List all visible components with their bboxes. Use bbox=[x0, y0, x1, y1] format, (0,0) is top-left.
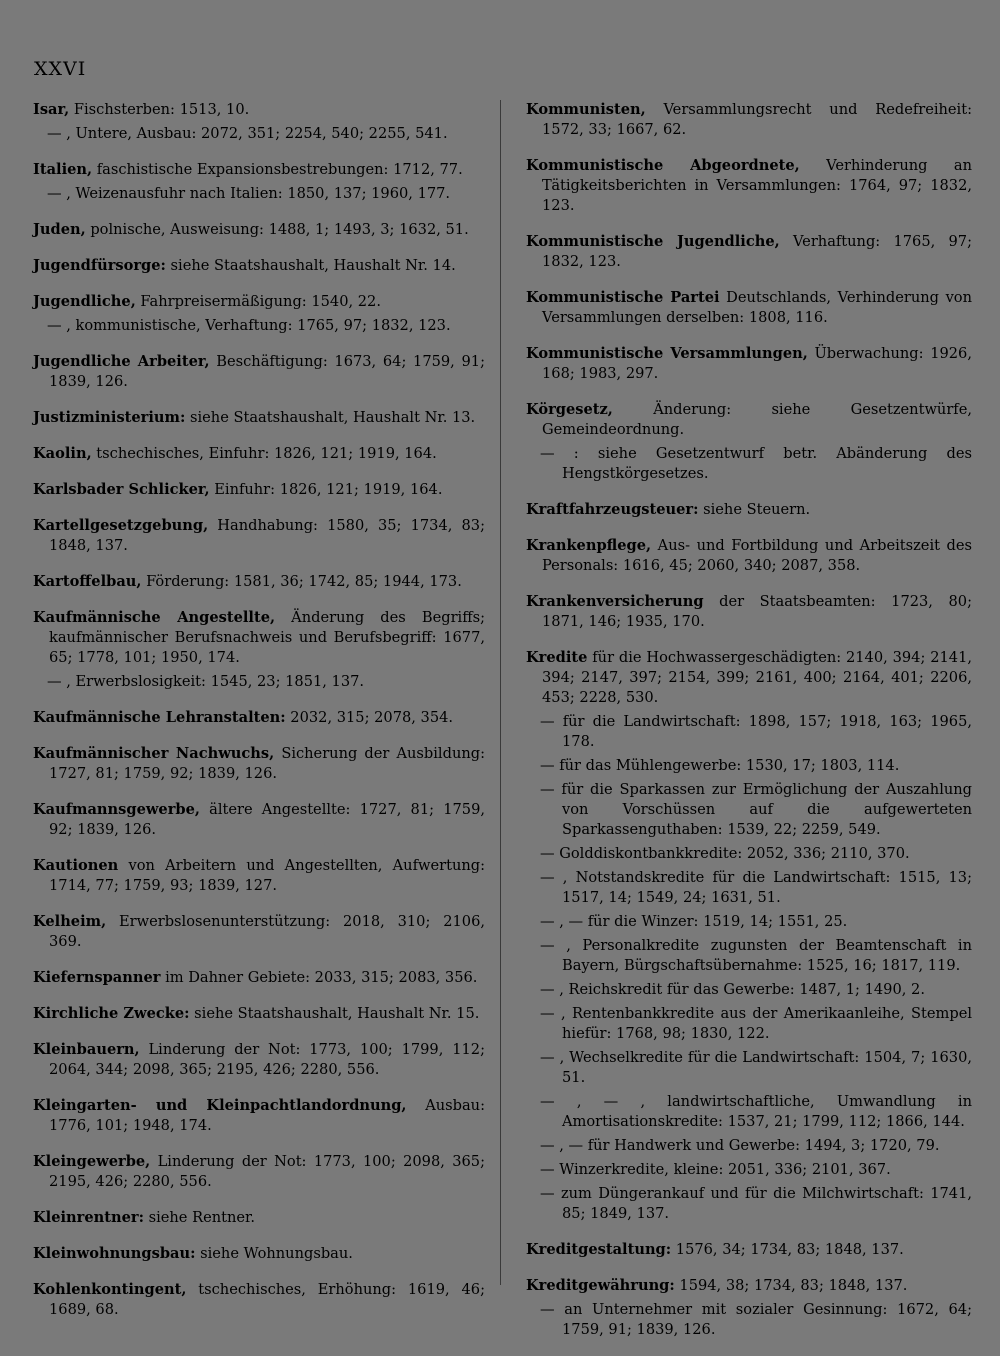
entry-text: Linderung der Not: 1773, 100; 2098, 365; 2195, 426; 2280, 556. bbox=[49, 1153, 485, 1190]
ditto-dash: — bbox=[47, 673, 67, 690]
entry-heading: Isar, bbox=[33, 101, 70, 118]
entry-text: Förderung: 1581, 36; 1742, 85; 1944, 173. bbox=[141, 573, 462, 590]
entry-heading: Kaolin, bbox=[33, 445, 92, 462]
subentry-text: , Personalkredite zugunsten der Beamtenschaft in Bayern, Bürgschaftsübernahme: 1525, 16; 1817, 119. bbox=[562, 937, 972, 974]
index-subentry bbox=[526, 1092, 972, 1132]
entry-text: Handhabung: 1580, 35; 1734, 83; 1848, 137. bbox=[49, 517, 485, 554]
ditto-dash: — bbox=[540, 981, 560, 998]
entry-heading: Kommunistische Partei bbox=[526, 289, 720, 306]
index-entry bbox=[526, 1240, 972, 1260]
index-subentry bbox=[526, 1136, 972, 1156]
entry-heading: Kommunistische Abgeordnete, bbox=[526, 157, 800, 174]
index-entry bbox=[33, 408, 485, 428]
entry-heading: Justizministerium: bbox=[33, 409, 186, 426]
entry-heading: Italien, bbox=[33, 161, 93, 178]
entry-text: für die Hochwassergeschädigten: 2140, 394; 2141, 394; 2147, 397; 2154, 399; 2161, 400; 2164, 401; 2206, 453; 2228, 530. bbox=[542, 649, 972, 706]
index-subentry bbox=[33, 316, 485, 336]
index-subentry bbox=[526, 844, 972, 864]
index-entry bbox=[526, 1276, 972, 1296]
ditto-dash: — bbox=[540, 781, 562, 798]
entry-heading: Jugendliche Arbeiter, bbox=[33, 353, 210, 370]
index-subentry bbox=[526, 1160, 972, 1180]
index-entry bbox=[526, 288, 972, 328]
entry-heading: Kaufmännische Lehranstalten: bbox=[33, 709, 286, 726]
entry-heading: Körgesetz, bbox=[526, 401, 613, 418]
index-entry bbox=[33, 480, 485, 500]
index-entry bbox=[33, 292, 485, 312]
entry-text: Deutschlands, Verhinderung von Versammlungen derselben: 1808, 116. bbox=[542, 289, 972, 326]
entry-heading: Kartellgesetzgebung, bbox=[33, 517, 209, 534]
entry-heading: Kreditgewährung: bbox=[526, 1277, 675, 1294]
index-entry bbox=[526, 344, 972, 384]
ditto-dash: — bbox=[540, 1137, 560, 1154]
entry-text: Verhinderung an Tätigkeitsberichten in Versammlungen: 1764, 97; 1832, 123. bbox=[542, 157, 972, 214]
entry-heading: Kraftfahrzeugsteuer: bbox=[526, 501, 699, 518]
subentry-text: , Rentenbankkredite aus der Amerikaanleihe, Stempel hiefür: 1768, 98; 1830, 122. bbox=[560, 1005, 973, 1042]
entry-text: Fahrpreisermäßigung: 1540, 22. bbox=[135, 293, 381, 310]
index-subentry bbox=[526, 1300, 972, 1340]
index-entry bbox=[526, 536, 972, 576]
entry-heading: Kredite bbox=[526, 649, 588, 666]
subentry-text: , Untere, Ausbau: 2072, 351; 2254, 540; 2255, 541. bbox=[66, 125, 448, 142]
entry-heading: Jugendfürsorge: bbox=[33, 257, 166, 274]
entry-heading: Krankenversicherung bbox=[526, 593, 704, 610]
index-entry bbox=[526, 592, 972, 632]
entry-text: tschechisches, Einfuhr: 1826, 121; 1919, 164. bbox=[91, 445, 437, 462]
entry-heading: Kommunisten, bbox=[526, 101, 646, 118]
entry-text: siehe Staatshaushalt, Haushalt Nr. 14. bbox=[165, 257, 456, 274]
index-entry bbox=[33, 1004, 485, 1024]
index-entry bbox=[33, 256, 485, 276]
index-entry bbox=[526, 100, 972, 140]
index-entry bbox=[33, 1280, 485, 1320]
entry-heading: Kartoffelbau, bbox=[33, 573, 142, 590]
index-subentry bbox=[526, 780, 972, 840]
ditto-dash: — bbox=[540, 913, 560, 930]
entry-text: Änderung des Begriffs; kaufmännischer Berufsnachweis und Berufsbegriff: 1677, 65; 1778, 101; 1950, 174. bbox=[49, 609, 485, 666]
column-divider bbox=[500, 100, 501, 1285]
entry-heading: Kreditgestaltung: bbox=[526, 1241, 672, 1258]
entry-text: Einfuhr: 1826, 121; 1919, 164. bbox=[209, 481, 443, 498]
index-entry bbox=[33, 800, 485, 840]
entry-text: siehe Rentner. bbox=[143, 1209, 256, 1226]
subentry-text: für die Sparkassen zur Ermöglichung der Auszahlung von Vorschüssen auf die aufgewerteten Sparkassenguthaben: 1539, 22; 2259, 549. bbox=[561, 781, 972, 838]
left-column bbox=[33, 100, 485, 1336]
index-subentry bbox=[526, 1184, 972, 1224]
index-entry bbox=[33, 516, 485, 556]
entry-text: Überwachung: 1926, 168; 1983, 297. bbox=[542, 345, 972, 382]
ditto-dash: — bbox=[47, 125, 67, 142]
entry-heading: Kommunistische Jugendliche, bbox=[526, 233, 780, 250]
entry-text: Linderung der Not: 1773, 100; 1799, 112; 2064, 344; 2098, 365; 2195, 426; 2280, 556. bbox=[49, 1041, 485, 1078]
index-entry bbox=[33, 1096, 485, 1136]
entry-text: siehe Staatshaushalt, Haushalt Nr. 15. bbox=[189, 1005, 480, 1022]
entry-heading: Kleinrentner: bbox=[33, 1209, 144, 1226]
entry-text: Fischsterben: 1513, 10. bbox=[69, 101, 250, 118]
entry-text: polnische, Ausweisung: 1488, 1; 1493, 3; 1632, 51. bbox=[85, 221, 469, 238]
index-entry bbox=[33, 708, 485, 728]
entry-text: 1594, 38; 1734, 83; 1848, 137. bbox=[674, 1277, 908, 1294]
subentry-text: , Erwerbslosigkeit: 1545, 23; 1851, 137. bbox=[66, 673, 365, 690]
subentry-text: , — , landwirtschaftliche, Umwandlung in Amortisationskredite: 1537, 21; 1799, 112; 1866, 144. bbox=[562, 1093, 972, 1130]
index-entry bbox=[526, 500, 972, 520]
entry-text: siehe Wohnungsbau. bbox=[195, 1245, 353, 1262]
ditto-dash: — bbox=[540, 1161, 560, 1178]
entry-heading: Karlsbader Schlicker, bbox=[33, 481, 210, 498]
entry-text: siehe Steuern. bbox=[698, 501, 811, 518]
entry-text: Änderung: siehe Gesetzentwürfe, Gemeindeordnung. bbox=[542, 401, 972, 438]
subentry-text: , — für Handwerk und Gewerbe: 1494, 3; 1720, 79. bbox=[559, 1137, 940, 1154]
index-entry bbox=[33, 572, 485, 592]
index-entry bbox=[33, 1152, 485, 1192]
subentry-text: Golddiskontbankkredite: 2052, 336; 2110, 370. bbox=[559, 845, 910, 862]
index-entry bbox=[526, 232, 972, 272]
subentry-text: , Reichskredit für das Gewerbe: 1487, 1; 1490, 2. bbox=[559, 981, 925, 998]
index-entry bbox=[33, 912, 485, 952]
index-subentry bbox=[33, 184, 485, 204]
entry-text: von Arbeitern und Angestellten, Aufwertung: 1714, 77; 1759, 93; 1839, 127. bbox=[49, 857, 485, 894]
subentry-text: : siehe Gesetzentwurf betr. Abänderung des Hengstkörgesetzes. bbox=[562, 445, 972, 482]
entry-text: tschechisches, Erhöhung: 1619, 46; 1689, 68. bbox=[49, 1281, 485, 1318]
entry-heading: Kelheim, bbox=[33, 913, 107, 930]
ditto-dash: — bbox=[47, 185, 67, 202]
index-subentry bbox=[526, 980, 972, 1000]
index-entry bbox=[33, 608, 485, 668]
index-subentry bbox=[526, 1004, 972, 1044]
subentry-text: , Weizenausfuhr nach Italien: 1850, 137; 1960, 177. bbox=[66, 185, 451, 202]
entry-text: Sicherung der Ausbildung: 1727, 81; 1759, 92; 1839, 126. bbox=[49, 745, 485, 782]
index-subentry bbox=[526, 936, 972, 976]
entry-text: 2032, 315; 2078, 354. bbox=[285, 709, 454, 726]
index-entry bbox=[33, 444, 485, 464]
entry-heading: Kleinwohnungsbau: bbox=[33, 1245, 196, 1262]
entry-text: siehe Staatshaushalt, Haushalt Nr. 13. bbox=[185, 409, 476, 426]
index-subentry bbox=[526, 756, 972, 776]
index-subentry bbox=[526, 1048, 972, 1088]
subentry-text: für die Landwirtschaft: 1898, 157; 1918, 163; 1965, 178. bbox=[562, 713, 973, 750]
ditto-dash: — bbox=[540, 1049, 560, 1066]
index-entry bbox=[33, 968, 485, 988]
entry-text: Beschäftigung: 1673, 64; 1759, 91; 1839, 126. bbox=[49, 353, 485, 390]
page-number: XXVI bbox=[34, 58, 87, 80]
index-entry bbox=[526, 648, 972, 708]
index-entry bbox=[33, 160, 485, 180]
entry-text: Aus- und Fortbildung und Arbeitszeit des Personals: 1616, 45; 2060, 340; 2087, 358. bbox=[542, 537, 972, 574]
index-entry bbox=[33, 1040, 485, 1080]
entry-heading: Kaufmännische Angestellte, bbox=[33, 609, 276, 626]
right-column bbox=[526, 100, 972, 1356]
index-entry bbox=[33, 352, 485, 392]
index-entry bbox=[33, 1208, 485, 1228]
entry-heading: Kleingewerbe, bbox=[33, 1153, 151, 1170]
index-entry bbox=[33, 744, 485, 784]
entry-heading: Kiefernspanner bbox=[33, 969, 161, 986]
index-entry bbox=[33, 856, 485, 896]
entry-heading: Kaufmännischer Nachwuchs, bbox=[33, 745, 275, 762]
entry-heading: Kohlenkontingent, bbox=[33, 1281, 187, 1298]
ditto-dash: — bbox=[540, 713, 563, 730]
ditto-dash: — bbox=[540, 445, 574, 462]
index-entry bbox=[33, 100, 485, 120]
ditto-dash: — bbox=[540, 937, 567, 954]
index-entry bbox=[526, 156, 972, 216]
entry-heading: Juden, bbox=[33, 221, 86, 238]
subentry-text: , kommunistische, Verhaftung: 1765, 97; 1832, 123. bbox=[66, 317, 451, 334]
ditto-dash: — bbox=[540, 1301, 565, 1318]
ditto-dash: — bbox=[540, 1005, 561, 1022]
index-subentry bbox=[526, 868, 972, 908]
entry-text: ältere Angestellte: 1727, 81; 1759, 92; 1839, 126. bbox=[49, 801, 485, 838]
entry-heading: Jugendliche, bbox=[33, 293, 136, 310]
index-entry bbox=[33, 220, 485, 240]
entry-heading: Kaufmannsgewerbe, bbox=[33, 801, 200, 818]
entry-text: Ausbau: 1776, 101; 1948, 174. bbox=[49, 1097, 485, 1134]
entry-text: faschistische Expansionsbestrebungen: 1712, 77. bbox=[92, 161, 463, 178]
ditto-dash: — bbox=[47, 317, 67, 334]
ditto-dash: — bbox=[540, 845, 560, 862]
index-entry bbox=[33, 1244, 485, 1264]
subentry-text: , — für die Winzer: 1519, 14; 1551, 25. bbox=[559, 913, 848, 930]
entry-heading: Kommunistische Versammlungen, bbox=[526, 345, 808, 362]
entry-heading: Krankenpflege, bbox=[526, 537, 652, 554]
index-entry bbox=[526, 400, 972, 440]
ditto-dash: — bbox=[540, 1093, 577, 1110]
index-subentry bbox=[33, 124, 485, 144]
ditto-dash: — bbox=[540, 1185, 561, 1202]
subentry-text: zum Düngerankauf und für die Milchwirtschaft: 1741, 85; 1849, 137. bbox=[560, 1185, 973, 1222]
subentry-text: Winzerkredite, kleine: 2051, 336; 2101, 367. bbox=[559, 1161, 891, 1178]
ditto-dash: — bbox=[540, 757, 560, 774]
subentry-text: für das Mühlengewerbe: 1530, 17; 1803, 114. bbox=[559, 757, 900, 774]
entry-heading: Kleingarten- und Kleinpachtlandordnung, bbox=[33, 1097, 407, 1114]
subentry-text: an Unternehmer mit sozialer Gesinnung: 1672, 64; 1759, 91; 1839, 126. bbox=[562, 1301, 972, 1338]
entry-text: 1576, 34; 1734, 83; 1848, 137. bbox=[671, 1241, 904, 1258]
entry-text: im Dahner Gebiete: 2033, 315; 2083, 356. bbox=[160, 969, 478, 986]
entry-text: Erwerbslosenunterstützung: 2018, 310; 2106, 369. bbox=[49, 913, 485, 950]
entry-text: Versammlungsrecht und Redefreiheit: 1572, 33; 1667, 62. bbox=[542, 101, 972, 138]
ditto-dash: — bbox=[540, 869, 563, 886]
index-subentry bbox=[526, 444, 972, 484]
index-subentry bbox=[33, 672, 485, 692]
entry-heading: Kautionen bbox=[33, 857, 119, 874]
entry-text: der Staatsbeamten: 1723, 80; 1871, 146; 1935, 170. bbox=[542, 593, 972, 630]
index-subentry bbox=[526, 912, 972, 932]
subentry-text: , Notstandskredite für die Landwirtschaft: 1515, 13; 1517, 14; 1549, 24; 1631, 51. bbox=[562, 869, 973, 906]
entry-text: Verhaftung: 1765, 97; 1832, 123. bbox=[542, 233, 972, 270]
subentry-text: , Wechselkredite für die Landwirtschaft: 1504, 7; 1630, 51. bbox=[559, 1049, 972, 1086]
entry-heading: Kleinbauern, bbox=[33, 1041, 140, 1058]
index-subentry bbox=[526, 712, 972, 752]
entry-heading: Kirchliche Zwecke: bbox=[33, 1005, 190, 1022]
